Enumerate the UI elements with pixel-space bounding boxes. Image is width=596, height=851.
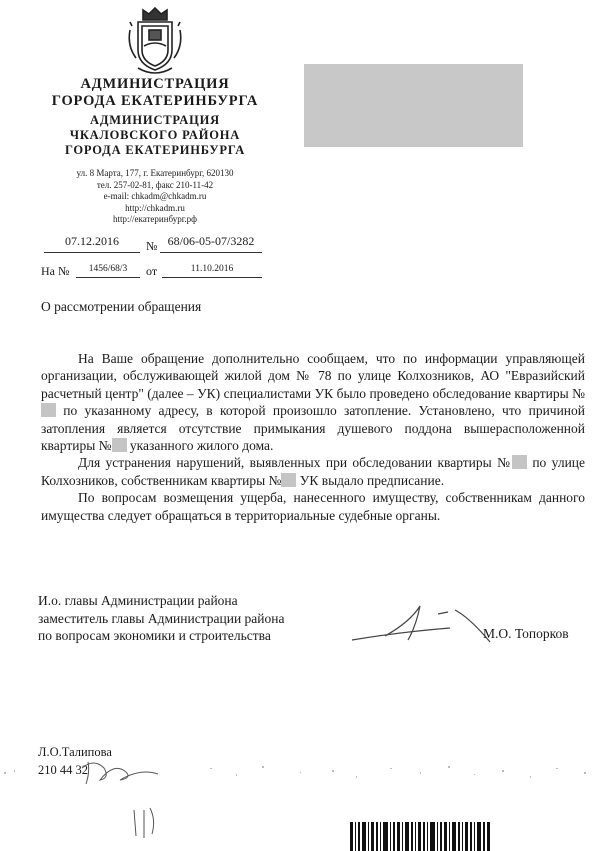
paragraph-2: Для устранения нарушений, выявленных при обследовании квартиры № по улице Колхозников, собственникам квартиры № УК выдало предписание.: [41, 455, 586, 488]
reference-number: 1456/68/3: [76, 264, 140, 278]
phone-line: тел. 257-02-81, факс 210-11-42: [96, 179, 214, 190]
org-line-1: АДМИНИСТРАЦИЯ: [80, 76, 230, 92]
contact-block: [0, 168, 310, 226]
reference-date: 11.10.2016: [162, 264, 262, 278]
outgoing-number: 68/06-05-07/3282: [160, 234, 262, 253]
scan-noise: [0, 760, 596, 790]
redacted-recipient-block: [304, 64, 523, 147]
email-line: e-mail: chkadm@chkadm.ru: [103, 191, 207, 201]
signatory-line-3: по вопросам экономики и строительства: [38, 628, 271, 643]
redacted-apartment-number: [41, 403, 56, 417]
handwritten-signature: [340, 592, 510, 652]
from-label: от: [146, 264, 158, 278]
district-administration-name: [0, 113, 310, 158]
paragraph-3: По вопросам возмещения ущерба, нанесенного имуществу, собственникам данного имущества следует обращаться в территориальные судебные органы.: [41, 490, 585, 523]
redacted-apartment-number: [281, 473, 296, 487]
signatory-line-1: И.о. главы Администрации района: [38, 593, 238, 608]
sub-line-2: ЧКАЛОВСКОГО РАЙОНА: [69, 128, 241, 142]
redacted-apartment-number: [512, 455, 527, 469]
signatory-name: М.О. Топорков: [483, 626, 569, 641]
signatory-line-2: заместитель главы Администрации района: [38, 610, 285, 626]
org-line-2: ГОРОДА ЕКАТЕРИНБУРГА: [51, 93, 259, 109]
number-sign: №: [146, 239, 158, 253]
sub-line-1: АДМИНИСТРАЦИЯ: [90, 113, 220, 127]
signatory-title: [38, 592, 285, 645]
paragraph-1: На Ваше обращение дополнительно сообщаем, что по информации управляющей организации, обслуживающей жилой дом № 78 по улице Колхозников, АО "Евразийский расчетный центр" (далее – УК) специалистами УК было проведено обследование квартиры № по указанному адресу, в которой произошло затопление. Установлено, что причиной затопления является отсутствие примыкания душевого поддона вышерасположенной квартиры № указанного жилого дома.: [41, 351, 586, 454]
sub-line-3: ГОРОДА ЕКАТЕРИНБУРГА: [64, 143, 246, 157]
website-1: http://chkadm.ru: [125, 202, 185, 213]
website-2: http://екатеринбург.рф: [112, 214, 198, 224]
redacted-apartment-number: [112, 438, 127, 452]
outgoing-date: 07.12.2016: [44, 234, 140, 253]
coat-of-arms-emblem: [124, 6, 186, 78]
document-barcode: [350, 822, 490, 851]
letter-body: [41, 350, 585, 524]
address-line: ул. 8 Марта, 177, г. Екатеринбург, 620130: [76, 168, 234, 178]
performer-phone: 210 44 32: [38, 763, 88, 777]
reference-label: На №: [41, 264, 70, 278]
subject-line: О рассмотрении обращения: [41, 299, 202, 314]
organization-name: [0, 76, 310, 110]
performer-name: Л.О.Талипова: [38, 745, 112, 759]
